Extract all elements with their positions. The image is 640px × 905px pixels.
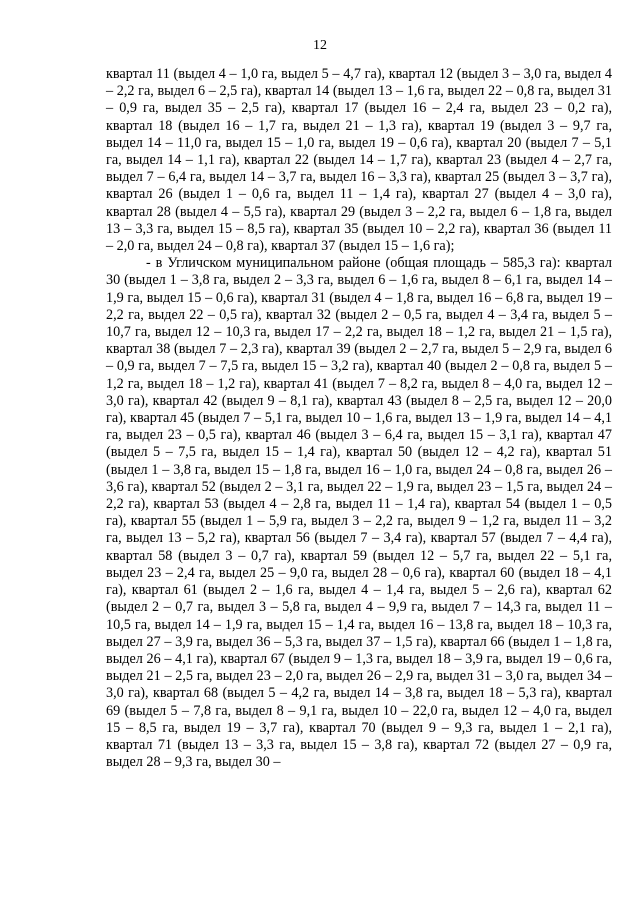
document-body — [106, 66, 612, 771]
page-number: 12 — [313, 38, 327, 53]
paragraph-uglich-district: - в Угличском муниципальном районе (общая площадь – 585,3 га): квартал 30 (выдел 1 – 3,8 га, выдел 2 – 3,3 га, выдел 6 – 1,6 га, выдел 8 – 6,1 га, выдел 14 – 1,9 га, выдел 15 – 0,6 га), квартал 31 (выдел 4 – 1,8 га, выдел 16 – 6,8 га, выдел 19 – 2,2 га, выдел 22 – 0,5 га), квартал 32 (выдел 2 – 0,5 га, выдел 4 – 3,4 га, выдел 5 – 10,7 га, выдел 12 – 10,3 га, выдел 17 – 2,2 га, выдел 18 – 1,2 га, выдел 21 – 1,5 га), квартал 38 (выдел 7 – 2,3 га), квартал 39 (выдел 2 – 2,7 га, выдел 5 – 2,9 га, выдел 6 – 0,9 га, выдел 7 – 7,5 га, выдел 15 – 3,2 га), квартал 40 (выдел 2 – 0,8 га, выдел 5 – 1,2 га, выдел 18 – 1,2 га), квартал 41 (выдел 7 – 8,2 га, выдел 8 – 4,0 га, выдел 12 – 3,0 га), квартал 42 (выдел 9 – 8,1 га), квартал 43 (выдел 8 – 2,5 га, выдел 12 – 20,0 га), квартал 45 (выдел 7 – 5,1 га, выдел 10 – 1,6 га, выдел 13 – 1,9 га, выдел 14 – 4,1 га, выдел 23 – 0,5 га), квартал 46 (выдел 3 – 6,4 га, выдел 15 – 3,1 га), квартал 47 (выдел 5 – 7,5 га, выдел 15 – 1,4 га), квартал 50 (выдел 12 – 4,2 га), квартал 51 (выдел 1 – 3,8 га, выдел 15 – 1,8 га, выдел 16 – 1,0 га, выдел 24 – 0,8 га, выдел 26 – 3,6 га), квартал 52 (выдел 2 – 3,1 га, выдел 22 – 1,9 га, выдел 23 – 1,5 га, выдел 24 – 2,2 га), квартал 53 (выдел 4 – 2,8 га, выдел 11 – 1,4 га), квартал 54 (выдел 1 – 0,5 га), квартал 55 (выдел 1 – 5,9 га, выдел 3 – 2,2 га, выдел 9 – 1,2 га, выдел 11 – 3,2 га, выдел 13 – 5,2 га), квартал 56 (выдел 7 – 3,4 га), квартал 57 (выдел 7 – 4,4 га), квартал 58 (выдел 3 – 0,7 га), квартал 59 (выдел 12 – 5,7 га, выдел 22 – 5,1 га, выдел 23 – 2,4 га, выдел 25 – 9,0 га, выдел 28 – 0,6 га), квартал 60 (выдел 18 – 4,1 га), квартал 61 (выдел 2 – 1,6 га, выдел 4 – 1,4 га, выдел 5 – 2,6 га), квартал 62 (выдел 2 – 0,7 га, выдел 3 – 5,8 га, выдел 4 – 9,9 га, выдел 7 – 14,3 га, выдел 11 – 10,5 га, выдел 14 – 1,9 га, выдел 15 – 1,4 га, выдел 16 – 13,8 га, выдел 18 – 10,3 га, выдел 27 – 3,9 га, выдел 36 – 5,3 га, выдел 37 – 1,5 га), квартал 66 (выдел 1 – 1,8 га, выдел 26 – 4,1 га), квартал 67 (выдел 9 – 1,3 га, выдел 18 – 3,9 га, выдел 19 – 0,6 га, выдел 21 – 2,5 га, выдел 23 – 2,0 га, выдел 26 – 2,9 га, выдел 31 – 3,0 га, выдел 34 – 3,0 га), квартал 68 (выдел 5 – 4,2 га, выдел 14 – 3,8 га, выдел 18 – 5,3 га), квартал 69 (выдел 5 – 7,8 га, выдел 8 – 9,1 га, выдел 10 – 22,0 га, выдел 12 – 4,0 га, выдел 15 – 8,5 га, выдел 19 – 3,7 га), квартал 70 (выдел 9 – 9,3 га, выдел 1 – 2,1 га), квартал 71 (выдел 13 – 3,3 га, выдел 15 – 3,8 га), квартал 72 (выдел 27 – 0,9 га, выдел 28 – 9,3 га, выдел 30 – — [106, 255, 612, 771]
paragraph-forest-plots-continued: квартал 11 (выдел 4 – 1,0 га, выдел 5 – 4,7 га), квартал 12 (выдел 3 – 3,0 га, выдел 4 – 2,2 га, выдел 6 – 2,5 га), квартал 14 (выдел 13 – 1,6 га, выдел 22 – 0,8 га, выдел 31 – 0,9 га, выдел 35 – 2,5 га), квартал 17 (выдел 16 – 2,4 га, выдел 23 – 0,2 га), квартал 18 (выдел 16 – 1,7 га, выдел 21 – 1,3 га), квартал 19 (выдел 3 – 9,7 га, выдел 14 – 11,0 га, выдел 15 – 1,0 га, выдел 19 – 0,6 га), квартал 20 (выдел 7 – 5,1 га, выдел 14 – 1,1 га), квартал 22 (выдел 14 – 1,7 га), квартал 23 (выдел 4 – 2,7 га, выдел 7 – 6,4 га, выдел 14 – 3,7 га, выдел 16 – 3,3 га), квартал 25 (выдел 3 – 3,7 га), квартал 26 (выдел 1 – 0,6 га, выдел 11 – 1,4 га), квартал 27 (выдел 4 – 3,0 га), квартал 28 (выдел 4 – 5,5 га), квартал 29 (выдел 3 – 2,2 га, выдел 6 – 1,8 га, выдел 13 – 3,3 га, выдел 15 – 8,5 га), квартал 35 (выдел 10 – 2,2 га), квартал 36 (выдел 11 – 2,0 га, выдел 24 – 0,8 га), квартал 37 (выдел 15 – 1,6 га); — [106, 66, 612, 255]
